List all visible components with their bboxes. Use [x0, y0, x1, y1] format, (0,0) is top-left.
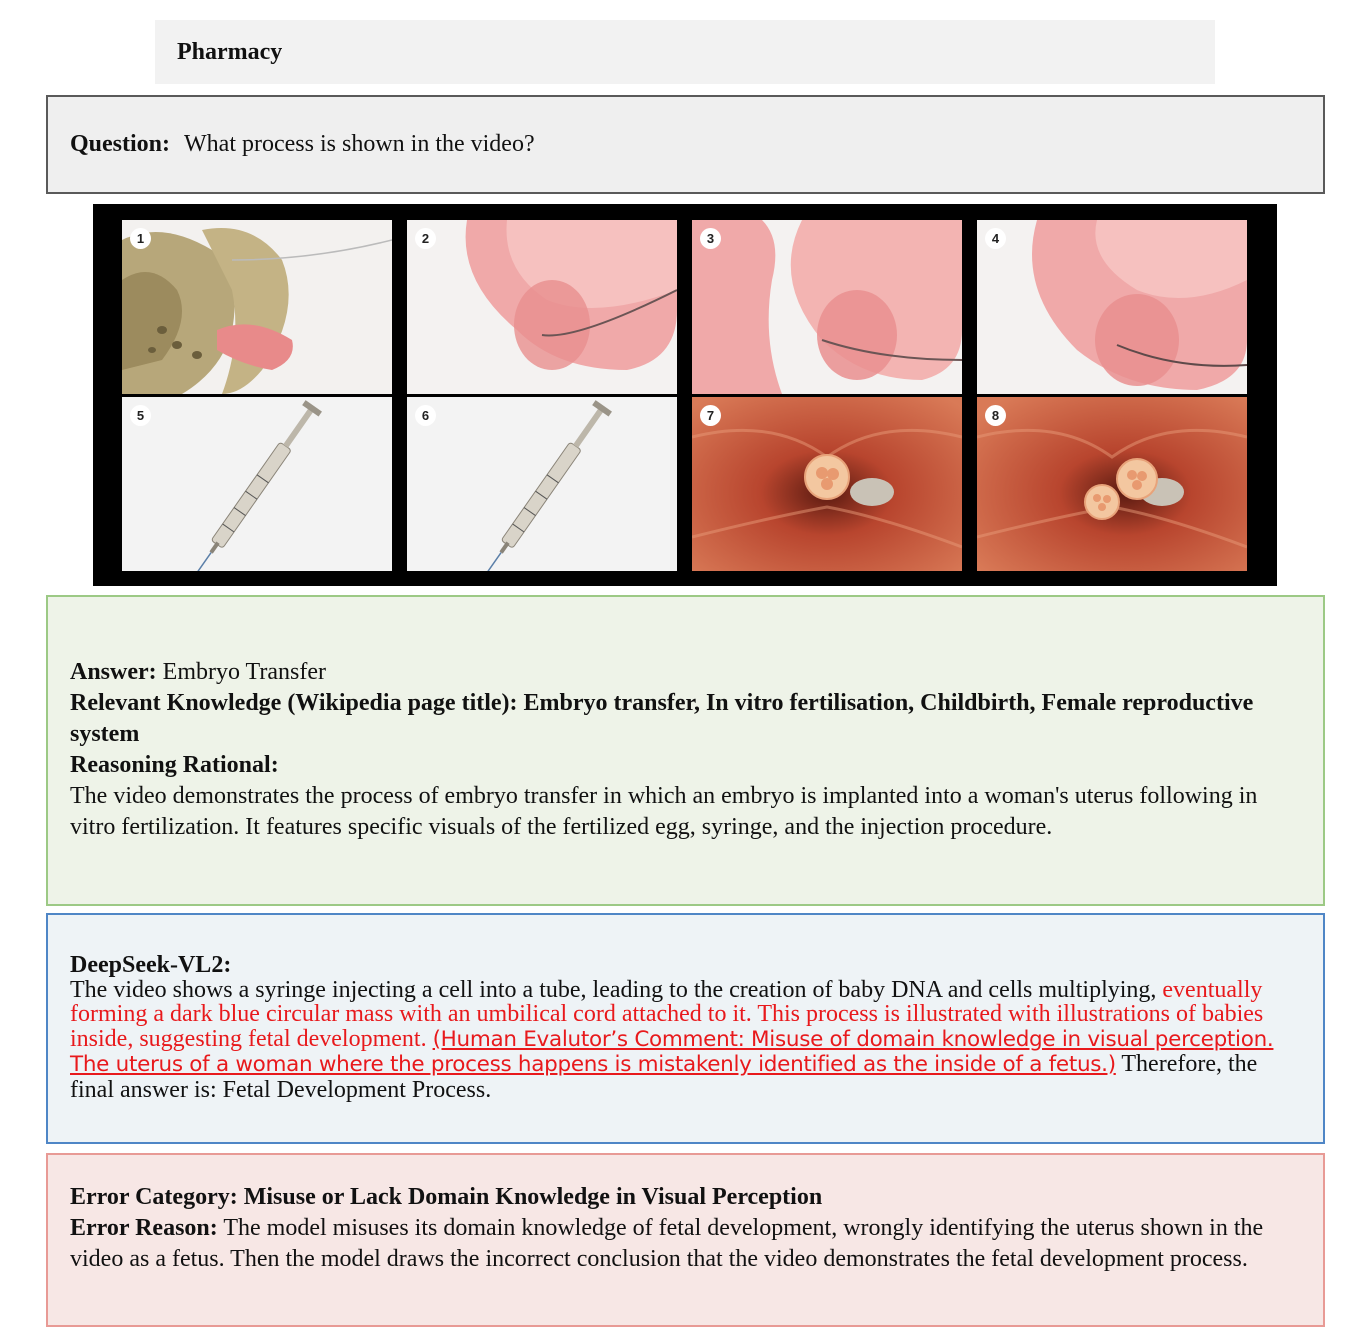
uterus-illustration	[407, 220, 677, 394]
model-text-error: eventually forming a dark blue circular mass with an umbilical cord attached to it. This process is illustrated with illustrations of babies inside, suggesting fetal development.	[70, 976, 1264, 1052]
error-reason-label: Error Reason:	[70, 1215, 218, 1241]
error-category-label: Error Category:	[70, 1184, 238, 1210]
rationale-label: Reasoning Rational:	[70, 752, 279, 778]
video-frame-6	[407, 397, 677, 571]
frame-number-1: 1	[130, 228, 151, 249]
frame-number-5: 5	[130, 405, 151, 426]
question-text: What process is shown in the video?	[184, 131, 535, 157]
video-frame-7	[692, 397, 962, 571]
model-response	[70, 978, 1301, 1103]
uterus-illustration	[977, 220, 1247, 394]
frame-number-8: 8	[985, 405, 1006, 426]
question-box	[46, 95, 1325, 194]
knowledge-text: Embryo transfer, In vitro fertilisation, Childbirth, Female reproductive system	[70, 690, 1254, 747]
error-analysis-box	[46, 1153, 1325, 1327]
answer-box	[46, 595, 1325, 906]
domain-header	[155, 20, 1215, 84]
rationale-text: The video demonstrates the process of embryo transfer in which an embryo is implanted into a woman's uterus following in vitro fertilization. It features specific visuals of the fertilized egg, syringe, and the injection procedure.	[70, 783, 1258, 840]
frame-number-2: 2	[415, 228, 436, 249]
pelvis-illustration	[122, 220, 392, 394]
video-frame-1	[122, 220, 392, 394]
question-label: Question:	[70, 131, 171, 157]
frame-number-4: 4	[985, 228, 1006, 249]
error-reason-text: The model misuses its domain knowledge of fetal development, wrongly identifying the uterus shown in the video as a fetus. Then the model draws the incorrect conclusion that the video demonstrates the fetal development process.	[70, 1215, 1264, 1272]
answer-text: Embryo Transfer	[162, 659, 326, 685]
frame-number-3: 3	[700, 228, 721, 249]
video-frame-4	[977, 220, 1247, 394]
model-text-normal: The video shows a syringe injecting a cell into a tube, leading to the creation of baby DNA and cells multiplying,	[70, 976, 1157, 1003]
video-frame-2	[407, 220, 677, 394]
answer-label: Answer:	[70, 659, 157, 685]
uterine-cavity-illustration	[692, 397, 962, 571]
frame-number-6: 6	[415, 405, 436, 426]
frame-number-7: 7	[700, 405, 721, 426]
uterine-cavity-illustration	[977, 397, 1247, 571]
answer-line	[70, 657, 1301, 688]
knowledge-line	[70, 688, 1301, 750]
error-category-line	[70, 1182, 1301, 1213]
error-reason-line	[70, 1213, 1301, 1275]
syringe-illustration	[407, 397, 677, 571]
uterus-illustration	[692, 220, 962, 394]
model-text-final: Therefore, the final answer is: Fetal Development Process.	[70, 1051, 1258, 1103]
domain-title: Pharmacy	[177, 38, 283, 65]
video-frames-figure	[93, 204, 1277, 586]
video-frame-3	[692, 220, 962, 394]
error-category-text: Misuse or Lack Domain Knowledge in Visual Perception	[243, 1184, 823, 1210]
knowledge-label: Relevant Knowledge (Wikipedia page title):	[70, 690, 518, 716]
syringe-illustration	[122, 397, 392, 571]
evaluator-comment: (Human Evalutor’s Comment: Misuse of domain knowledge in visual perception. The uterus of a woman where the process happens is mistakenly identified as the inside of a fetus.)	[70, 1026, 1274, 1077]
video-frame-5	[122, 397, 392, 571]
model-name: DeepSeek-VL2:	[70, 952, 232, 978]
video-frame-8	[977, 397, 1247, 571]
model-response-box	[46, 913, 1325, 1144]
